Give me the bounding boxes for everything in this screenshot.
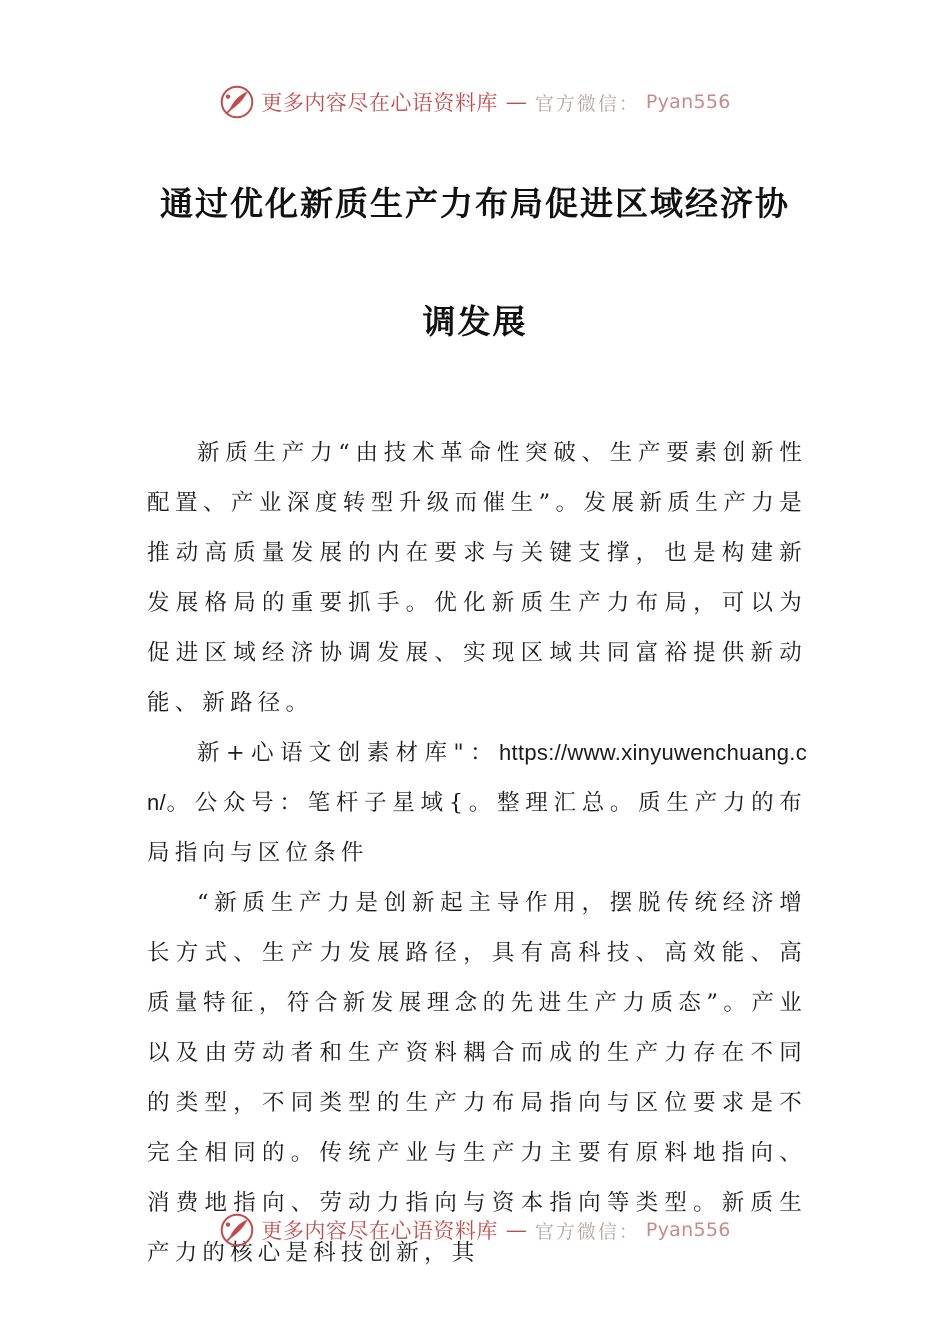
header-banner: [0, 82, 950, 122]
document-title-line-1: 通过优化新质生产力布局促进区域经济协: [160, 184, 790, 223]
banner-contact-id: Pyan556: [645, 91, 731, 113]
paragraph-definition: “新质生产力是创新起主导作用，摆脱传统经济增长方式、生产力发展路径，具有高科技、高效能、高质量特征，符合新发展理念的先进生产力质态”。产业以及由劳动者和生产资料耦合而成的生产力存在不同的类型，不同类型的生产力布局指向与区位要求是不完全相同的。传统产业与生产力主要有原料地指向、消费地指向、劳动力指向与资本指向等类型。新质生产力的核心是科技创新，其: [147, 890, 807, 1266]
document-title-line-2: 调发展: [422, 302, 528, 341]
banner-dash: —: [505, 1218, 527, 1242]
footer-banner-content: [219, 1212, 730, 1248]
footer-banner: [0, 1210, 950, 1250]
banner-slogan: 更多内容尽在心语资料库: [261, 1219, 498, 1243]
quill-logo-icon: [219, 1212, 255, 1248]
banner-slogan: 更多内容尽在心语资料库: [261, 91, 498, 115]
source-url-link[interactable]: https://www.xinyuwenchuang.cn/: [147, 740, 807, 815]
header-banner-content: [219, 84, 730, 120]
source-note-prefix: 新+心语文创素材库"：: [197, 740, 499, 766]
banner-contact-id: Pyan556: [645, 1219, 731, 1241]
banner-dash: —: [505, 90, 527, 114]
source-note-suffix: 。公众号：笔杆子星域{。整理汇总。质生产力的布局指向与区位条件: [147, 790, 807, 866]
paragraph-intro: 新质生产力“由技术革命性突破、生产要素创新性配置、产业深度转型升级而催生”。发展新质生产力是推动高质量发展的内在要求与关键支撑，也是构建新发展格局的重要抓手。优化新质生产力布局，可以为促进区域经济协调发展、实现区域共同富裕提供新动能、新路径。: [147, 440, 807, 716]
paragraph-source-note: [147, 728, 807, 878]
banner-contact-label: 官方微信：: [534, 1220, 640, 1243]
document-body: [147, 428, 807, 1278]
quill-logo-icon: [219, 84, 255, 120]
banner-contact-label: 官方微信：: [534, 92, 640, 115]
